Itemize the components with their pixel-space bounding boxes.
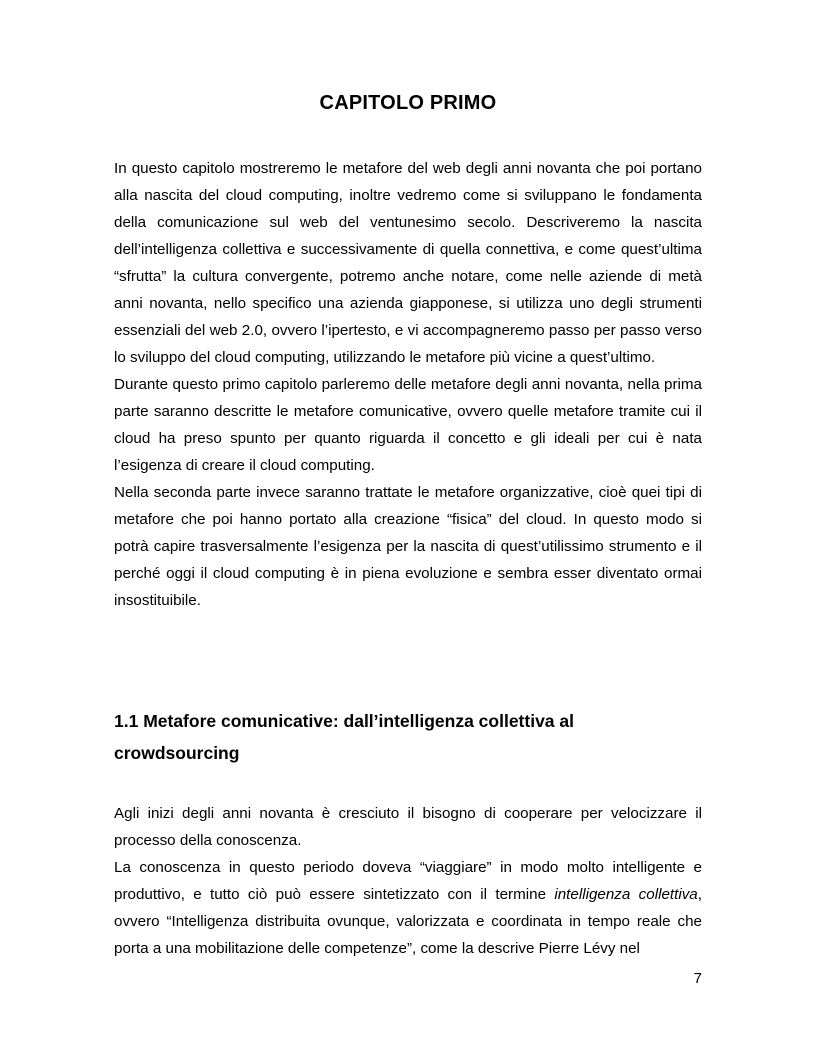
intro-paragraph-1: In questo capitolo mostreremo le metafore del web degli anni novanta che poi portano alla nascita del cloud computing, inoltre vedremo come si sviluppano le fondamenta della comunicazione sul web del ventunesimo secolo. Descriveremo la nascita dell’intelligenza collettiva e successivamente di quella connettiva, e come quest’ultima “sfrutta” la cultura convergente, potremo anche notare, come nelle aziende di metà anni novanta, nello specifico una azienda giapponese, si utilizza uno degli strumenti essenziali del web 2.0, ovvero l’ipertesto, e vi accompagneremo passo per passo verso lo sviluppo del cloud computing, utilizzando le metafore più vicine a quest’ultimo. [114,160,702,366]
italic-term: intelligenza collettiva [554,886,698,903]
chapter-title: CAPITOLO PRIMO [319,92,497,114]
section-paragraph-1: Agli inizi degli anni novanta è cresciuto il bisogno di cooperare per velocizzare il processo della conoscenza. [114,805,702,849]
paragraph-text-before: La conoscenza in questo periodo doveva “viaggiare” in modo molto intelligente e produttivo, e tutto ciò può essere sintetizzato con il termine [114,859,702,903]
intro-paragraph-2: Durante questo primo capitolo parleremo delle metafore degli anni novanta, nella prima parte saranno descritte le metafore comunicative, ovvero quelle metafore tramite cui il cloud ha preso spunto per quanto riguarda il concetto e gli ideali per cui è nata l’esigenza di creare il cloud computing. [114,376,702,474]
section-body [114,800,702,962]
intro-text [114,155,702,614]
intro-paragraph-3: Nella seconda parte invece saranno trattate le metafore organizzative, cioè quei tipi di metafore che poi hanno portato alla creazione “fisica” del cloud. In questo modo si potrà capire trasversalmente l’esigenza per la nascita di quest’utilissimo strumento e il perché oggi il cloud computing è in piena evoluzione e sembra esser diventato ormai insostituibile. [114,484,702,609]
section-heading: 1.1 Metafore comunicative: dall’intelligenza collettiva al crowdsourcing [114,711,574,763]
paragraph-text-after: , ovvero “Intelligenza distribuita ovunque, valorizzata e coordinata in tempo reale che porta a una mobilitazione delle competenze”, come la descrive Pierre Lévy nel [114,886,702,957]
section-paragraph-2 [114,854,702,962]
page-number: 7 [693,970,702,987]
